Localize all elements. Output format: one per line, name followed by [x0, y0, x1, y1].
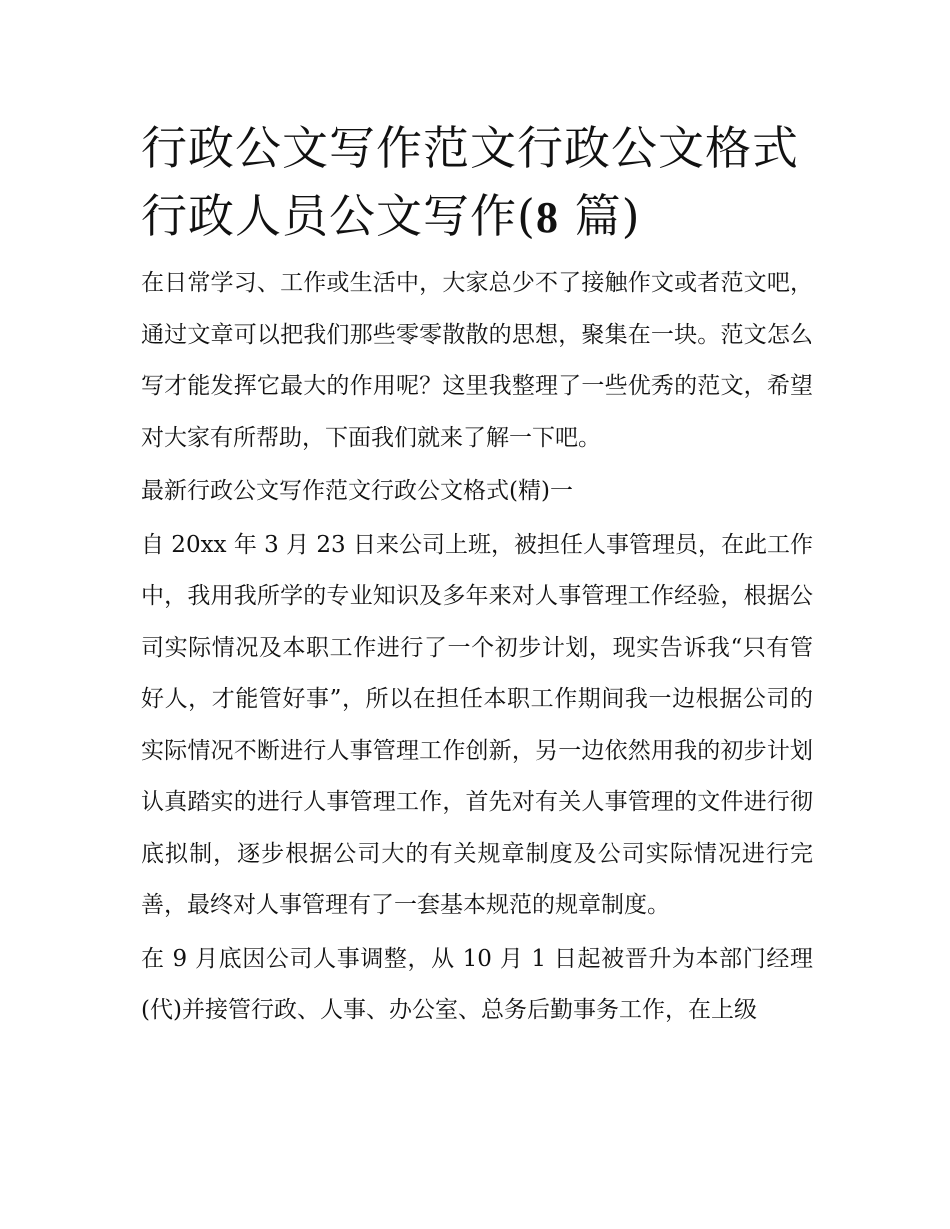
- section-heading: 最新行政公文写作范文行政公文格式(精)一: [141, 478, 573, 504]
- body-paragraph: 自 20xx 年 3 月 23 日来公司上班，被担任人事管理员，在此工作中，我用我所学的专业知识及多年来对人事管理工作经验，根据公司实际情况及本职工作进行了一个初步计划，现实告诉我“只有管好人，才能管好事”，所以在担任本职工作期间我一边根据公司的实际情况不断进行人事管理工作创新，另一边依然用我的初步计划认真踏实的进行人事管理工作，首先对有关人事管理的文件进行彻底拟制，逐步根据公司大的有关规章制度及公司实际情况进行完善，最终对人事管理有了一套基本规范的规章制度。: [141, 531, 813, 918]
- intro-paragraph: 在日常学习、工作或生活中，大家总少不了接触作文或者范文吧，通过文章可以把我们那些零零散散的思想，聚集在一块。范文怎么写才能发挥它最大的作用呢？这里我整理了一些优秀的范文，希望对大家有所帮助，下面我们就来了解一下吧。: [141, 270, 813, 451]
- document-body: [141, 114, 813, 1039]
- body-paragraph: 在 9 月底因公司人事调整，从 10 月 1 日起被晋升为本部门经理(代)并接管行政、人事、办公室、总务后勤事务工作，在上级: [141, 945, 813, 1023]
- document-title: [141, 114, 813, 252]
- title-text-start: 行政公文写作范文行政公文格式 行政人员公文写作(: [141, 121, 799, 243]
- title-text-end: 篇): [558, 189, 641, 243]
- title-count: 8: [535, 193, 559, 242]
